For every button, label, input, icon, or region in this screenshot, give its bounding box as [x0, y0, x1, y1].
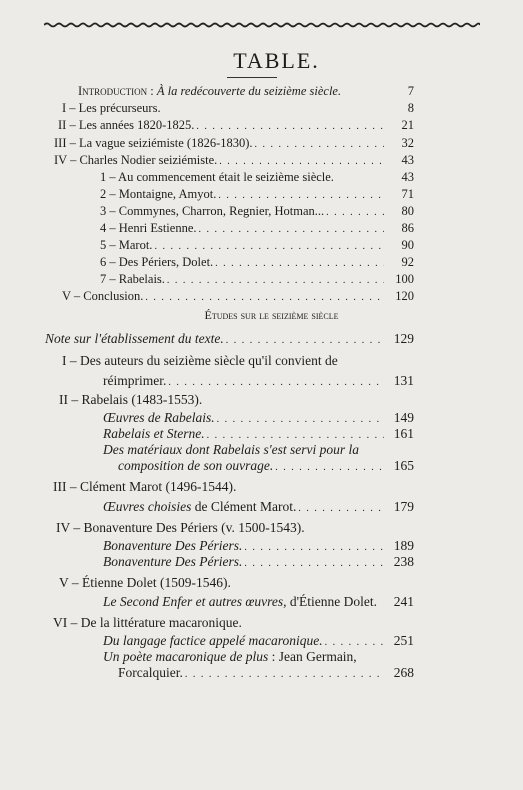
entry-label-italic: Œuvres choisies: [103, 499, 192, 514]
intro-sep: :: [147, 84, 157, 98]
entry-label: composition de son ouvrage.: [118, 458, 274, 473]
page-number: 120: [395, 289, 414, 303]
toc-entry-i-line1[interactable]: I – Des auteurs du seizième siècle qu'il convient de: [62, 353, 338, 368]
toc-entry-iv-heading[interactable]: IV – Bonaventure Des Périers (v. 1500-1543).: [56, 520, 305, 535]
entry-label: V – Conclusion.: [62, 289, 144, 303]
page-number: 251: [393, 633, 414, 648]
page-number: 92: [401, 255, 414, 269]
page-number: 165: [393, 458, 414, 473]
page-number: 43: [401, 170, 414, 184]
toc-entry-ii-heading[interactable]: II – Rabelais (1483-1553).: [59, 392, 203, 407]
page-number: 21: [401, 118, 414, 132]
toc-subentry[interactable]: [103, 553, 414, 572]
entry-label: 1 – Au commencement était le seizième siècle.: [100, 170, 334, 184]
leader-dots: [255, 137, 384, 152]
page-number: 179: [393, 499, 414, 514]
toc-entry[interactable]: [62, 101, 414, 117]
toc-entry[interactable]: [58, 118, 414, 134]
entry-label-italic: Un poète macaronique de plus: [103, 649, 269, 664]
page-number: 7: [407, 84, 414, 98]
page-number: 241: [393, 594, 414, 609]
toc-entry[interactable]: [54, 153, 414, 169]
toc-subentry[interactable]: [100, 170, 414, 186]
leader-dots: [244, 555, 384, 572]
leader-dots: [226, 332, 384, 349]
entry-label: Rabelais et Sterne.: [103, 426, 205, 441]
page-number: 161: [393, 426, 414, 441]
entry-label: 2 – Montaigne, Amyot.: [100, 187, 217, 201]
toc-entry-note[interactable]: [45, 330, 414, 349]
toc-entry[interactable]: [62, 289, 414, 305]
page-number: 80: [401, 204, 414, 218]
page-number: 90: [401, 238, 414, 252]
page-number: 129: [393, 331, 414, 346]
entry-label: II – Les années 1820-1825.: [58, 118, 195, 132]
page-number: 43: [401, 153, 414, 167]
page-number: 131: [393, 373, 414, 388]
page-number: 100: [395, 272, 414, 286]
page-number: 238: [393, 554, 414, 569]
intro-label: Introduction: [78, 84, 148, 98]
leader-dots: [215, 256, 384, 271]
entry-label-rest: : Jean Germain,: [268, 649, 357, 664]
toc-subentry[interactable]: [100, 255, 414, 271]
entry-label: Bonaventure Des Périers.: [103, 538, 243, 553]
page-number: 189: [393, 538, 414, 553]
page-number: 32: [401, 136, 414, 150]
page-number: 71: [401, 187, 414, 201]
leader-dots: [167, 273, 384, 288]
page-number: 268: [393, 665, 414, 680]
leader-dots: [218, 188, 384, 203]
leader-dots: [185, 666, 384, 683]
toc-subentry[interactable]: [100, 238, 414, 254]
leader-dots: [196, 119, 384, 134]
leader-dots: [275, 459, 384, 476]
leader-dots: [168, 374, 384, 391]
toc-subentry-line1[interactable]: Des matériaux dont Rabelais s'est servi pour la: [103, 442, 359, 457]
toc-entry[interactable]: [54, 136, 414, 152]
toc-subentry-line1[interactable]: [103, 648, 357, 665]
leader-dots: [199, 222, 384, 237]
entry-label: III – La vague seiziémiste (1826-1830).: [54, 136, 253, 150]
toc-subentry[interactable]: [100, 187, 414, 203]
header-ornament: [44, 22, 480, 28]
title-rule: [227, 77, 277, 78]
toc-subentry[interactable]: [103, 593, 414, 612]
toc-entry-vi-heading[interactable]: VI – De la littérature macaronique.: [53, 615, 242, 630]
leader-dots: [145, 290, 384, 305]
entry-label: réimprimer.: [103, 373, 167, 388]
entry-label: 3 – Commynes, Charron, Regnier, Hotman...: [100, 204, 325, 218]
entry-label: Bonaventure Des Périers.: [103, 554, 243, 569]
toc-subentry-line2[interactable]: [118, 457, 414, 476]
leader-dots: [326, 205, 384, 220]
intro-subtitle: À la redécouverte du seizième siècle.: [156, 84, 342, 98]
leader-dots: [219, 154, 384, 169]
entry-label: Note sur l'établissement du texte.: [45, 331, 224, 346]
entry-label-italic: Le Second Enfer et autres œuvres,: [103, 594, 287, 609]
leader-dots: [154, 239, 384, 254]
entry-label: 7 – Rabelais.: [100, 272, 165, 286]
entry-label: Forcalquier.: [118, 665, 183, 680]
toc-entry-introduction[interactable]: [78, 84, 414, 100]
entry-label: 5 – Marot.: [100, 238, 153, 252]
leader-dots: [298, 500, 384, 517]
toc-subentry[interactable]: [103, 498, 414, 517]
toc-subentry[interactable]: [100, 272, 414, 288]
page-title: TABLE.: [233, 48, 320, 73]
entry-label: I – Les précurseurs.: [62, 101, 161, 115]
toc-subentry[interactable]: [100, 221, 414, 237]
page-number: 8: [407, 101, 414, 115]
entry-label: Du langage factice appelé macaronique.: [103, 633, 323, 648]
entry-label: IV – Charles Nodier seiziémiste.: [54, 153, 218, 167]
page-number: 86: [401, 221, 414, 235]
page-number: 149: [393, 410, 414, 425]
toc-subentry-line2[interactable]: [118, 664, 414, 683]
entry-label-rest: d'Étienne Dolet.: [286, 594, 378, 609]
entry-label: 4 – Henri Estienne.: [100, 221, 197, 235]
entry-label: Œuvres de Rabelais.: [103, 410, 215, 425]
toc-subentry[interactable]: [100, 204, 414, 220]
toc-entry-iii-heading[interactable]: III – Clément Marot (1496-1544).: [53, 479, 237, 494]
toc-entry-v-heading[interactable]: V – Étienne Dolet (1509-1546).: [59, 575, 231, 590]
toc-entry-i-line2[interactable]: [103, 372, 414, 391]
entry-label-rest: de Clément Marot.: [191, 499, 297, 514]
entry-label: 6 – Des Périers, Dolet.: [100, 255, 214, 269]
section-heading: Études sur le seizième siècle: [204, 308, 339, 322]
